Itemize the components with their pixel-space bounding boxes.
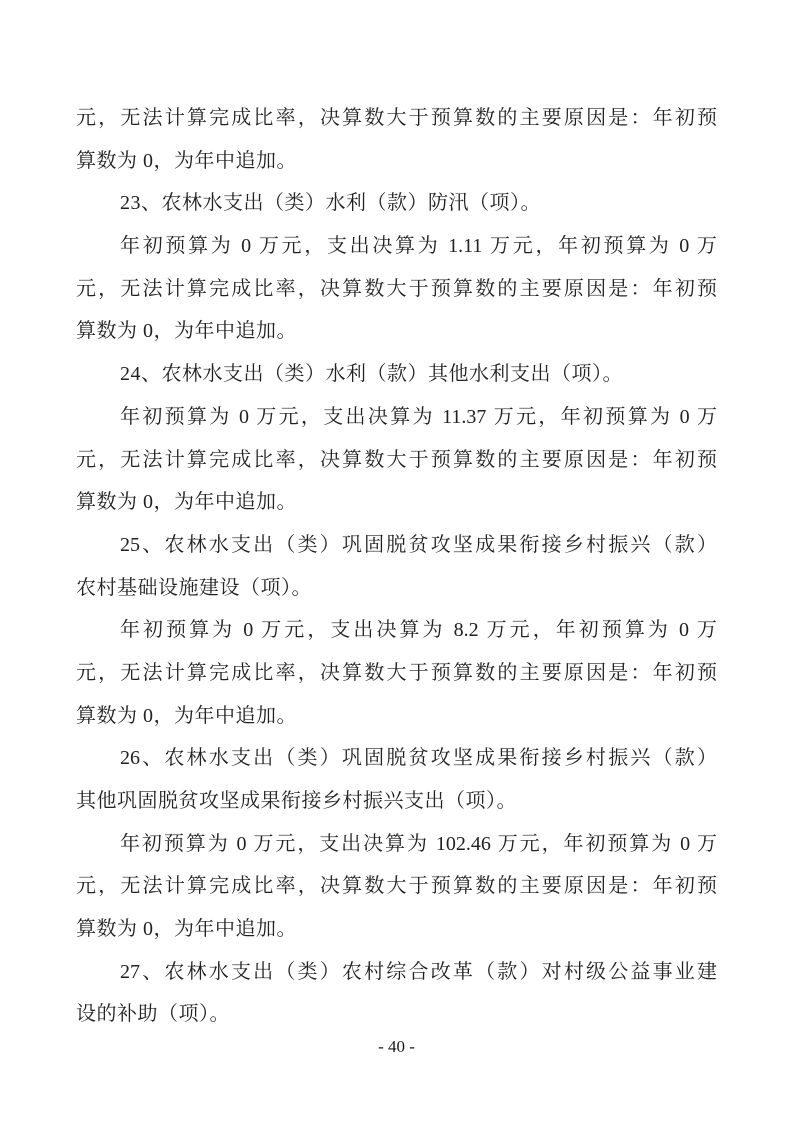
text-line: 设的补助（项）。 — [76, 1003, 230, 1026]
text-line: 26、农林水支出（类）巩固脱贫攻坚成果衔接乡村振兴（款） — [120, 747, 717, 770]
text-line: 算数为 0，为年中追加。 — [76, 704, 297, 727]
text-line: 元，无法计算完成比率，决算数大于预算数的主要原因是：年初预 — [76, 107, 717, 129]
text-line: 年初预算为 0 万元，支出决算为 102.46 万元，年初预算为 0 万 — [120, 832, 717, 855]
text-line: 其他巩固脱贫攻坚成果衔接乡村振兴支出（项）。 — [76, 790, 517, 812]
text-line: 算数为 0，为年中追加。 — [76, 149, 297, 172]
text-line: 年初预算为 0 万元，支出决算为 1.11 万元，年初预算为 0 万 — [120, 235, 717, 258]
text-line: 年初预算为 0 万元，支出决算为 8.2 万元，年初预算为 0 万 — [120, 619, 717, 642]
text-line: 年初预算为 0 万元，支出决算为 11.37 万元，年初预算为 0 万 — [120, 405, 717, 428]
text-line: 23、农林水支出（类）水利（款）防汛（项）。 — [120, 192, 541, 215]
text-line: 24、农林水支出（类）水利（款）其他水利支出（项）。 — [120, 363, 623, 386]
text-line: 农村基础设施建设（项）。 — [76, 576, 312, 599]
text-line: 元，无法计算完成比率，决算数大于预算数的主要原因是：年初预 — [76, 661, 717, 684]
text-line: 25、农林水支出（类）巩固脱贫攻坚成果衔接乡村振兴（款） — [120, 533, 717, 556]
text-line: 元，无法计算完成比率，决算数大于预算数的主要原因是：年初预 — [76, 875, 717, 898]
text-line: 算数为 0，为年中追加。 — [76, 918, 297, 941]
text-line: 元，无法计算完成比率，决算数大于预算数的主要原因是：年初预 — [76, 277, 717, 300]
page-number: - 40 - — [378, 1037, 415, 1056]
text-line: 算数为 0，为年中追加。 — [76, 491, 297, 514]
text-line: 算数为 0，为年中追加。 — [76, 320, 297, 343]
text-line: 27、农林水支出（类）农村综合改革（款）对村级公益事业建 — [120, 960, 717, 983]
text-line: 元，无法计算完成比率，决算数大于预算数的主要原因是：年初预 — [76, 448, 717, 471]
document-body — [76, 97, 717, 1036]
